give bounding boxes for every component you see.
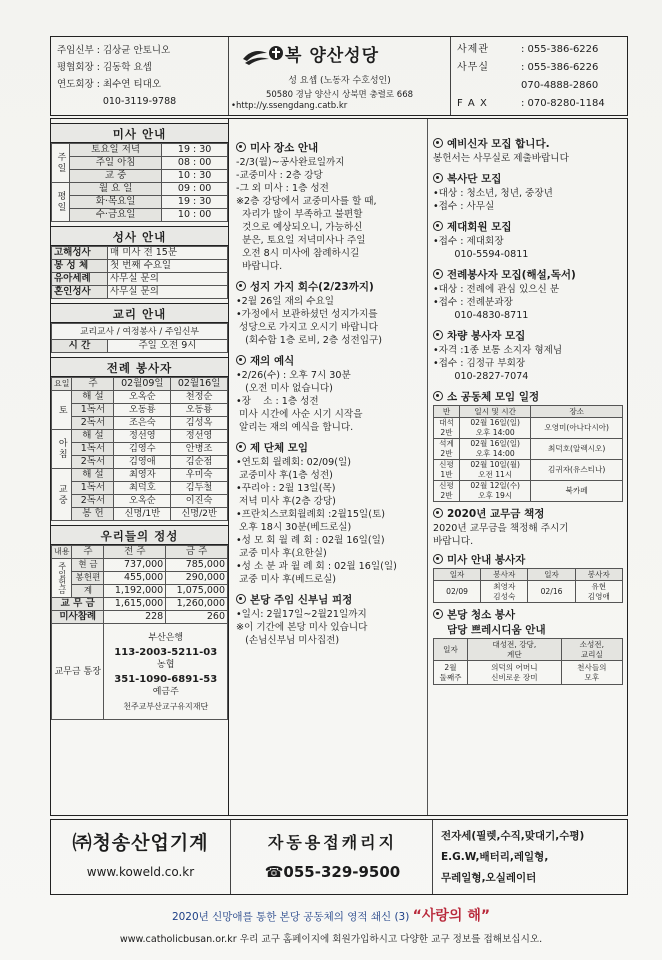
table-row: 혼인성사 사무실 문의: [52, 286, 228, 299]
bullet-icon: [433, 269, 443, 279]
parish-url[interactable]: •http://y.ssengdang.catb.kr: [231, 101, 348, 111]
community-schedule-table: [433, 405, 623, 502]
bullet-icon: [433, 391, 443, 401]
cleaning-table: [433, 638, 623, 685]
yearly-motto: 2020년 신망애를 통한 본당 공동체의 영적 쇄신 (3) “사랑의 해”: [171, 908, 491, 924]
contact-row: 사무실 : 055-386-6226: [457, 62, 599, 73]
table-row: 주일헌금 현 금 737,000 785,000: [52, 559, 228, 572]
mass-title: 미사 안내: [51, 123, 228, 143]
table-row: 봉 성 체 첫 번째 수요일: [52, 260, 228, 273]
contact-row: F A X : 070-8280-1184: [457, 98, 605, 109]
notice-section: 제 단체 모임 •연도회 월례회: 02/09(일) 교중미사 후(1층 성전) •꾸리아 : 2월 13일(목) 저녁 미사 후(2층 강당) •프란치스코회월례회 :2월15일(토) 오후 18시 30분(베드로실) •성 모 회 월 례 회 : 02월 16일(일) 교중 미사 후(요한실) •성 소 분 과 월 례 회 : 02월 16일(일) 교중 미사 후(베드로실): [236, 442, 397, 585]
notice-section: 전례봉사자 모집(해설,독서) •대상 : 전례에 관심 있으신 분 •접수 : 전례분과장 010-4830-8711: [433, 269, 576, 321]
bullet-icon: [236, 142, 246, 152]
bulletin-body: [50, 118, 628, 816]
bullet-icon: [433, 330, 443, 340]
sunday-label: 주일: [52, 144, 70, 183]
table-row: 1독서 김영수 안병조: [52, 443, 228, 456]
table-row: 2독서 오옥순 이진숙: [52, 495, 228, 508]
parish-logo-icon: [241, 43, 285, 67]
liturgy-title: 전례 봉사자: [51, 357, 228, 377]
clergy-info: [51, 37, 229, 115]
table-row: 신평 1반 02월 10일(월) 오전 11시 김귀자(유스티나): [434, 460, 623, 481]
catechism-table: [51, 323, 228, 353]
notice-section: 재의 예식 •2/26(수) : 오후 7시 30분 (오전 미사 없습니다) •장 소 : 1층 성전 미사 시간에 사순 시기 시작을 알리는 재의 예식을 합니다.: [236, 355, 363, 433]
diocese-website[interactable]: www.catholicbusan.or.kr 우리 교구 홈페이지에 회원가입하시고 다양한 교구 정보를 접해보십시오.: [119, 934, 543, 945]
day-label: 아침: [52, 430, 72, 469]
cleaning-section: 본당 청소 봉사 담당 쁘레시디움 안내 일자 대성전, 강당, 계단 소성전, 교리실 2월 둘째주 의덕의 어머니 신비로운 장미 천사들의 모후: [433, 608, 623, 685]
contact-row: 070-4888-2860: [521, 80, 599, 91]
notice-section: 성지 가지 회수(2/23까지) •2월 26일 재의 수요일 •가정에서 보관하셨던 성지가지를 성당으로 가지고 오시기 바랍니다 (회수함 1층 로비, 2층 성전입구): [236, 281, 383, 346]
middle-column: [232, 119, 428, 815]
notice-section: 미사 장소 안내 -2/3(월)~공사완료일까지 -교중미사 : 2층 강당 -그 외 미사 : 1층 성전 ※2층 강당에서 교중미사를 할 때, 자리가 많이 부족하고 불편할 것으로 예상되오니, 가능하신 분은, 토요일 저녁미사나 주일 오전 8시 미사에 참례하시길 바랍니다.: [236, 142, 377, 272]
account-label: 교무금 통장: [52, 624, 104, 720]
table-row: 수·금요일 10 : 00: [52, 209, 228, 222]
table-row: 교 중 10 : 30: [52, 170, 228, 183]
notice-section: 제대회원 모집 •접수 : 제대회장 010-5594-0811: [433, 221, 529, 260]
table-row: 주일 토요일 저녁 19 : 30: [52, 144, 228, 157]
bullet-icon: [433, 221, 443, 231]
table-row: 1독서 오동룡 오동룡: [52, 404, 228, 417]
mass-schedule-table: [51, 143, 228, 222]
mass-helpers-section: 미사 안내 봉사자 일자 봉사자 일자 봉사자 02/09 최영자 김성숙 02/16 유현 김영애: [433, 553, 623, 603]
notice-section: 차량 봉사자 모집 •자격 :1종 보통 소지자 형제님 •접수 : 김정규 부회장 010-2827-7074: [433, 330, 563, 382]
right-column: [429, 119, 627, 815]
ad-feature: 전자세(필렛,수직,맞대기,수평): [441, 830, 585, 842]
president-phone: 010-3119-9788: [102, 96, 177, 107]
bullet-icon: [236, 442, 246, 452]
notice-section: 예비신자 모집 합니다. 봉헌서는 사무실로 제출바랍니다: [433, 138, 569, 164]
table-row: 교리교사 / 여정봉사 / 주임신부: [52, 324, 228, 340]
bullet-icon: [433, 554, 443, 564]
notice-section: 본당 주임 신부님 피정 •일시: 2월17일~2월21일까지 ※이 기간에 본당 미사 있습니다 (손님신부님 미사집전): [236, 594, 368, 646]
bullet-icon: [236, 594, 246, 604]
sacraments-table: [51, 246, 228, 299]
offering-title: 우리들의 정성: [51, 525, 228, 545]
bullet-icon: [433, 173, 443, 183]
contact-row: 사제관 : 055-386-6226: [457, 44, 599, 55]
table-row: 평일 월 요 일 09 : 00: [52, 183, 228, 196]
table-row: 2월 둘째주 의덕의 어머니 신비로운 장미 천사들의 모후: [434, 661, 623, 685]
table-row: 신평 2반 02월 12일(수) 오후 19시 북카페: [434, 481, 623, 502]
mass-helpers-table: [433, 568, 623, 603]
table-row: 봉헌편 455,000 290,000: [52, 572, 228, 585]
table-row: 일자 봉사자 일자 봉사자: [434, 569, 623, 581]
advertisement: [50, 819, 628, 895]
table-row: 2독서 김영애 김순점: [52, 456, 228, 469]
contact-info: [451, 37, 627, 115]
table-row: 일자 대성전, 강당, 계단 소성전, 교리실: [434, 639, 623, 661]
notice-section: 복사단 모집 •대상 : 청소년, 청년, 중장년 •접수 : 사무실: [433, 173, 553, 212]
table-row: 1독서 최덕호 김두철: [52, 482, 228, 495]
table-row: 교중 해 설 최영자 우미숙: [52, 469, 228, 482]
pastor-line: 주임신부 : 김상균 안토니오: [57, 45, 171, 56]
right-notices: [433, 137, 623, 383]
left-column: [51, 119, 229, 815]
table-row: 반 일시 및 시간 장소: [434, 406, 623, 418]
table-row: 봉 헌 신명/1반 신명/2반: [52, 508, 228, 521]
day-label: 토: [52, 391, 72, 430]
table-row: 교 무 금 1,615,000 1,260,000: [52, 598, 228, 611]
bulletin-header: [50, 36, 628, 116]
table-row: 유아세례 사무실 문의: [52, 273, 228, 286]
table-row: 계 1,192,000 1,075,000: [52, 585, 228, 598]
community-section: 소 공동체 모임 일정 반 일시 및 시간 장소 대석 2반 02월 16일(일) 오후 14:00 오영미(아나다시아) 석계 2반 02월 16일(일) 오후 14:00 최덕호(알렉시오) 신평 1반 02월 10일(월) 오전 11시 김귀자(유스티나) 신평 2반 02월 12일(수) 오후 19시 북카페: [433, 390, 623, 502]
bank-accounts: 부산은행 113-2003-5211-03 농협 351-1090-6891-53 예금주 천주교부산교구유지재단: [104, 624, 228, 720]
table-row: 토 해 설 오옥순 천정순: [52, 391, 228, 404]
ad-url[interactable]: www.koweld.co.kr: [86, 865, 195, 879]
table-row: 주일 아침 08 : 00: [52, 157, 228, 170]
day-label: 교중: [52, 469, 72, 521]
memorial-president-line: 연도회장 : 최수연 티대오: [57, 79, 162, 90]
parish-name: 복 양산성당: [285, 46, 380, 66]
table-row: 화·목요일 19 : 30: [52, 196, 228, 209]
table-row: [52, 624, 228, 720]
catechism-title: 교리 안내: [51, 303, 228, 323]
table-row: 아침 해 설 정선영 정선영: [52, 430, 228, 443]
table-row: 시 간 주일 오전 9시: [52, 340, 228, 353]
table-row: 2독서 조은숙 김성옥: [52, 417, 228, 430]
weekday-label: 평일: [52, 183, 70, 222]
bullet-icon: [433, 609, 443, 619]
parish-title-block: [229, 37, 451, 115]
table-row: 대석 2반 02월 16일(일) 오후 14:00 오영미(아나다시아): [434, 418, 623, 439]
table-row: 석계 2반 02월 16일(일) 오후 14:00 최덕호(알렉시오): [434, 439, 623, 460]
table-row: 미사참례 228 260: [52, 611, 228, 624]
sacraments-title: 성사 안내: [51, 226, 228, 246]
council-president-line: 평협회장 : 김동학 요셉: [57, 62, 152, 73]
table-row: 내용 주 전 주 금 주: [52, 546, 228, 559]
bullet-icon: [433, 138, 443, 148]
table-row: 고해성사 매 미사 전 15분: [52, 247, 228, 260]
ad-brand-name: ㈜청송산업기계: [72, 832, 209, 854]
bullet-icon: [236, 281, 246, 291]
patron-saint: 성 요셉 (노동자 수호성인): [288, 76, 391, 86]
ad-product: 자동용접캐리지: [267, 833, 398, 852]
table-row: 02/09 최영자 김성숙 02/16 유현 김영애: [434, 581, 623, 603]
liturgy-servers-table: [51, 377, 228, 521]
parish-address: 50580 경남 양산시 상북면 충렬로 668: [265, 90, 414, 100]
dues2020-section: 2020년 교무금 책정 2020년 교무금을 책정해 주시기 바랍니다.: [433, 508, 569, 547]
table-row: 요일 주 02월09일 02월16일: [52, 378, 228, 391]
sunday-offering-label: 주일헌금: [52, 559, 72, 598]
ad-feature: E.G.W,배터리,레일형,: [441, 851, 549, 863]
ad-phone: ☎055-329-9500: [264, 863, 401, 881]
offering-table: [51, 545, 228, 720]
bullet-icon: [433, 508, 443, 518]
bullet-icon: [236, 355, 246, 365]
ad-feature: 무레일형,오실레이터: [441, 872, 537, 884]
